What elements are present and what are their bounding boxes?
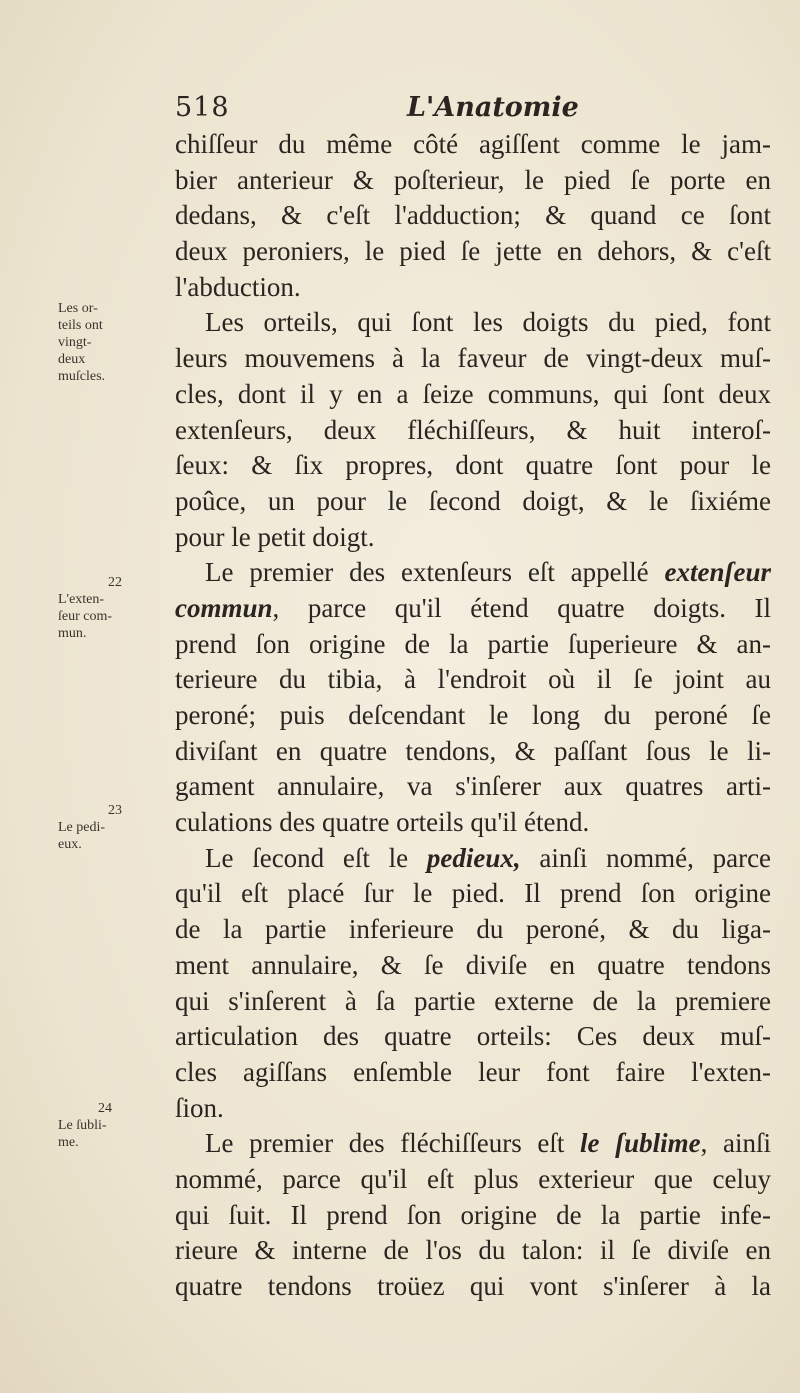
text-line: leurs mouvemens à la faveur de vingt-deux muſ- [175,343,771,374]
text-line [175,555,771,591]
text-run: , parce qu'il étend quatre doigts. Il [272,592,771,623]
text-line: quatre tendons troüez qui vont s'inſerer à la [175,1271,771,1301]
text-line: terieure du tibia, à l'endroit où il ſe joint au [175,664,771,695]
margin-number: 24 [98,1101,112,1116]
text-line: nommé, parce qu'il eſt plus exterieur que celuy [175,1163,771,1194]
text-line: gament annulaire, va s'inſerer aux quatres arti- [175,771,771,802]
term-sublime: le ſublime [580,1128,701,1159]
text-line: bier anterieur & poſterieur, le pied ſe porte en [175,164,771,195]
margin-line: Le pedi- [58,820,106,835]
text-line: qui s'inſerent à ſa partie externe de la premiere [175,985,771,1016]
term-commun: commun [175,592,273,623]
text-line: diviſant en quatre tendons, & paſſant ſous le li- [175,735,771,766]
text-run: Le ſecond eſt le [205,842,409,873]
text-line: prend ſon origine de la partie ſuperieure & an- [175,628,771,659]
text-line: poûce, un pour le ſecond doigt, & le ſixiéme [175,485,771,516]
margin-note-extenseur [58,574,176,642]
margin-line: Le ſubli- [58,1118,107,1133]
text-line: ſion. [175,1092,224,1123]
text-line: chiſſeur du même côté agiſſent comme le jam- [175,129,771,159]
text-line: articulation des quatre orteils: Ces deux muſ- [175,1021,771,1052]
text-run: ainſi nommé, parce [539,842,771,873]
margin-line: vingt- [58,335,92,350]
margin-line: L'exten- [58,592,105,607]
text-line: ſeux: & ſix propres, dont quatre ſont pour le [175,450,771,481]
margin-line: mun. [58,626,87,641]
margin-line: ſeur com- [58,609,113,624]
margin-note-sublime [58,1100,176,1151]
text-run: Le premier des extenſeurs eſt appellé [205,557,649,588]
margin-note-pedieux [58,802,176,853]
margin-line: deux [58,352,86,367]
margin-line: muſcles. [58,369,106,384]
page-header [175,92,695,132]
text-line: qu'il eſt placé ſur le pied. Il prend ſon origine [175,878,771,909]
text-line [175,841,771,877]
text-line: cles agiſſans enſemble leur font faire l'exten- [175,1056,771,1087]
text-line: Les orteils, qui ſont les doigts du pied, font [205,307,771,338]
term-pedieux: pedieux, [426,842,521,873]
text-line [175,1126,771,1162]
margin-line: eux. [58,837,82,852]
text-line: dedans, & c'eſt l'adduction; & quand ce ſont [175,200,771,231]
text-line: l'abduction. [175,271,301,302]
margin-line: me. [58,1135,79,1150]
running-head: L'Anatomie [407,92,579,123]
text-run: , ainſi [700,1128,771,1159]
text-line: extenſeurs, deux fléchiſſeurs, & huit interoſ- [175,414,771,445]
margin-number: 22 [108,575,122,590]
text-line: de la partie inferieure du peroné, & du liga- [175,914,771,945]
text-run: Le premier des fléchiſſeurs eſt [205,1128,565,1159]
text-line: peroné; puis deſcendant le long du peroné ſe [175,700,771,730]
page-number: 518 [175,92,230,123]
margin-note-orteils [58,300,176,385]
text-line: culations des quatre orteils qu'il étend. [175,807,590,838]
margin-number: 23 [108,803,122,818]
term-extenseur: extenſeur [664,557,771,588]
text-line: pour le petit doigt. [175,521,375,552]
margin-line: Les or- [58,301,98,316]
text-line: rieure & interne de l'os du talon: il ſe diviſe en [175,1235,771,1266]
text-line: cles, dont il y en a ſeize communs, qui ſont deux [175,378,771,409]
text-line: ment annulaire, & ſe diviſe en quatre tendons [175,949,771,980]
text-line [175,591,771,627]
text-line: qui ſuit. Il prend ſon origine de la partie infe- [175,1199,771,1230]
text-line: deux peroniers, le pied ſe jette en dehors, & c'eſt [175,236,771,267]
body-text [175,127,771,1305]
margin-line: teils ont [58,318,103,333]
